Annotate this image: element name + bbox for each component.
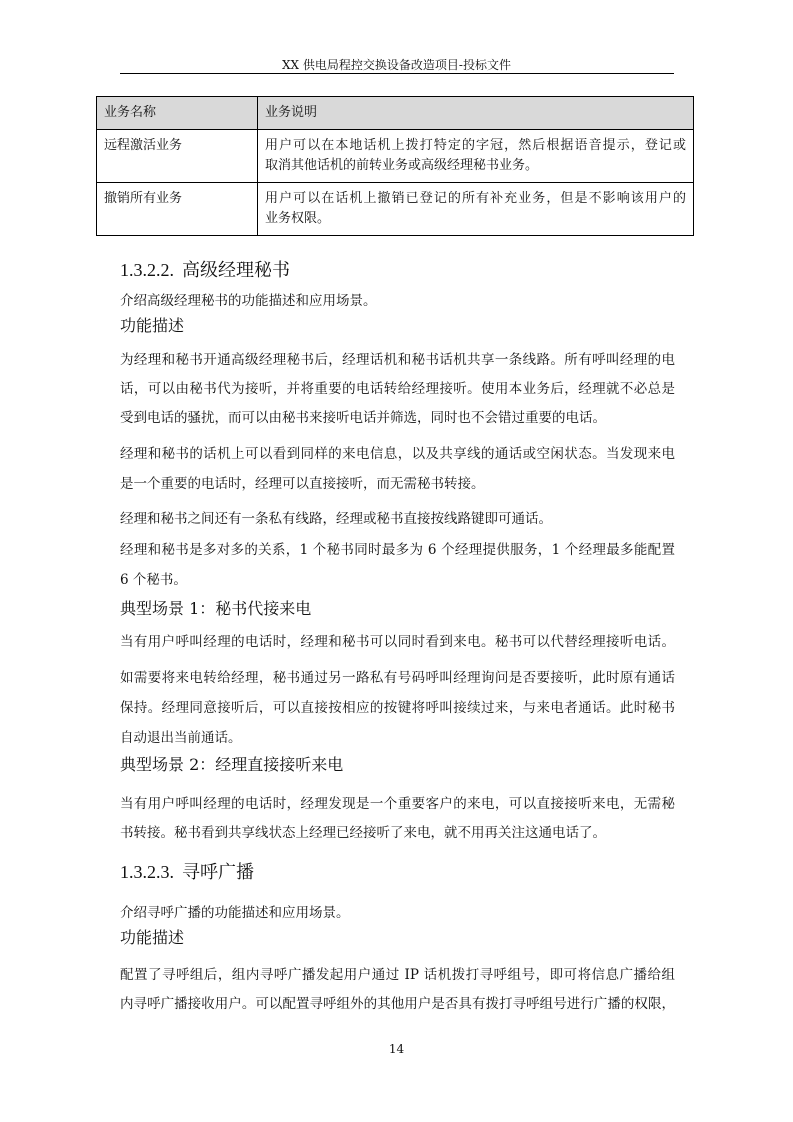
paragraph-line: 自动退出当前通话。 [120, 730, 242, 746]
paragraph-line: 话，可以由秘书代为接听，并将重要的电话转给经理接听。使用本业务后，经理就不必总是 [120, 381, 675, 397]
desc-line: 用户可以在话机上撤销已登记的所有补充业务，但是不影响该用户的 [265, 191, 686, 206]
service-table [96, 96, 694, 236]
paragraph-line: 是一个重要的电话时，经理可以直接接听，而无需秘书转接。 [120, 476, 485, 492]
service-desc [258, 183, 694, 236]
section-number: 1.3.2.3. [120, 862, 174, 882]
paragraph-line: 为经理和秘书开通高级经理秘书后，经理话机和秘书话机共享一条线路。所有呼叫经理的电 [120, 352, 675, 368]
header-rule [120, 73, 674, 74]
page-number: 14 [388, 1042, 405, 1056]
paragraph-line: 如需要将来电转给经理，秘书通过另一路私有号码呼叫经理询问是否要接听，此时原有通话 [120, 670, 675, 686]
section-heading [120, 858, 254, 884]
paragraph-line: 当有用户呼叫经理的电话时，经理和秘书可以同时看到来电。秘书可以代替经理接听电话。 [120, 634, 675, 650]
desc-line: 用户可以在本地话机上拨打特定的字冠，然后根据语音提示，登记或 [265, 138, 686, 153]
desc-line: 取消其他话机的前转业务或高级经理秘书业务。 [265, 158, 539, 173]
paragraph-line: 6 个秘书。 [120, 572, 187, 588]
section-intro: 介绍寻呼广播的功能描述和应用场景。 [120, 905, 350, 921]
section-number: 1.3.2.2. [120, 260, 174, 280]
paragraph-line: 当有用户呼叫经理的电话时，经理发现是一个重要客户的来电，可以直接接听来电，无需秘 [120, 796, 675, 812]
service-name: 远程激活业务 [97, 130, 258, 183]
subheading: 典型场景 2：经理直接接听来电 [120, 755, 344, 774]
column-header: 业务名称 [97, 97, 258, 130]
paragraph-line: 经理和秘书之间还有一条私有线路，经理或秘书直接按线路键即可通话。 [120, 511, 552, 527]
paragraph-line: 保持。经理同意接听后，可以直接按相应的按键将呼叫接续过来，与来电者通话。此时秘书 [120, 700, 675, 716]
section-intro: 介绍高级经理秘书的功能描述和应用场景。 [120, 293, 377, 309]
service-name: 撤销所有业务 [97, 183, 258, 236]
service-desc [258, 130, 694, 183]
paragraph-line: 书转接。秘书看到共享线状态上经理已经接听了来电，就不用再关注这通电话了。 [120, 825, 606, 841]
page-header: XX 供电局程控交换设备改造项目-投标文件 [282, 58, 511, 72]
paragraph-line: 配置了寻呼组后，组内寻呼广播发起用户通过 IP 话机拨打寻呼组号，即可将信息广播给组 [120, 967, 675, 983]
section-title: 寻呼广播 [182, 862, 254, 883]
table-row [97, 183, 694, 236]
section-heading [120, 256, 290, 282]
paragraph-line: 内寻呼广播接收用户。可以配置寻呼组外的其他用户是否具有拨打寻呼组号进行广播的权限， [120, 996, 675, 1012]
section-title: 高级经理秘书 [182, 260, 290, 281]
subheading: 功能描述 [120, 928, 185, 947]
paragraph-line: 经理和秘书是多对多的关系，1 个秘书同时最多为 6 个经理提供服务，1 个经理最多能配置 [120, 542, 675, 558]
table-header-row [97, 97, 694, 130]
table-row [97, 130, 694, 183]
paragraph-line: 经理和秘书的话机上可以看到同样的来电信息，以及共享线的通话或空闲状态。当发现来电 [120, 446, 675, 462]
subheading: 典型场景 1：秘书代接来电 [120, 599, 312, 618]
paragraph-line: 受到电话的骚扰，而可以由秘书来接听电话并筛选，同时也不会错过重要的电话。 [120, 410, 606, 426]
column-header: 业务说明 [258, 97, 694, 130]
subheading: 功能描述 [120, 316, 185, 335]
desc-line: 业务权限。 [265, 211, 331, 226]
